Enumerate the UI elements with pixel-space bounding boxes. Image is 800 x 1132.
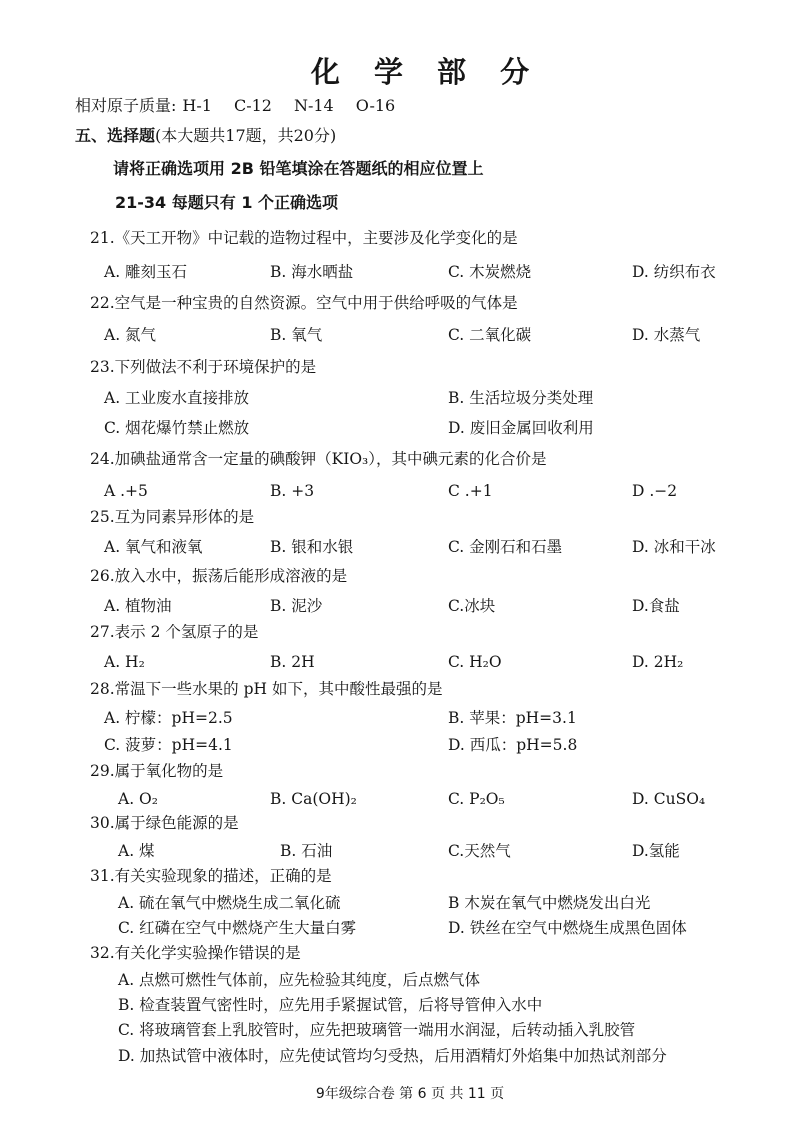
question-27-option-c: C. H₂O <box>448 653 502 671</box>
question-25-option-d: D. 冰和干冰 <box>632 538 716 556</box>
question-29-option-b: B. Ca(OH)₂ <box>270 790 357 808</box>
section-heading-line <box>75 126 336 146</box>
atomic-mass-line <box>75 96 417 116</box>
question-30-option-b: B. 石油 <box>280 842 333 860</box>
question-21-stem: 21.《天工开物》中记载的造物过程中，主要涉及化学变化的是 <box>90 229 518 247</box>
question-21-option-d: D. 纺织布衣 <box>632 263 716 281</box>
question-32-option-b: B. 检查装置气密性时，应先用手紧握试管，后将导管伸入水中 <box>118 996 543 1014</box>
question-22-option-c: C. 二氧化碳 <box>448 326 532 344</box>
question-24-option-d: D .−2 <box>632 482 678 500</box>
question-23-option-d: D. 废旧金属回收利用 <box>448 419 594 437</box>
section-heading: 五、选择题 <box>75 126 156 145</box>
question-27-option-b: B. 2H <box>270 653 315 671</box>
question-30-option-c: C.天然气 <box>448 842 511 860</box>
question-31-option-c: C. 红磷在空气中燃烧产生大量白雾 <box>118 919 357 937</box>
atomic-mass-n: N-14 <box>293 96 334 115</box>
atomic-mass-c: C-12 <box>233 96 272 115</box>
question-30-stem: 30.属于绿色能源的是 <box>90 814 239 832</box>
page-footer: 9年级综合卷 第 6 页 共 11 页 <box>315 1086 505 1102</box>
question-21-option-b: B. 海水晒盐 <box>270 263 354 281</box>
page-title: 化 学 部 分 <box>310 55 542 89</box>
question-25-stem: 25.互为同素异形体的是 <box>90 508 255 526</box>
question-24-option-a: A .+5 <box>104 482 148 500</box>
question-23-stem: 23.下列做法不利于环境保护的是 <box>90 358 317 376</box>
question-23-option-c: C. 烟花爆竹禁止燃放 <box>104 419 250 437</box>
question-28-option-d: D. 西瓜：pH=5.8 <box>448 736 578 754</box>
question-28-option-b: B. 苹果：pH=3.1 <box>448 709 577 727</box>
question-28-stem: 28.常温下一些水果的 pH 如下，其中酸性最强的是 <box>90 680 443 698</box>
question-23-option-a: A. 工业废水直接排放 <box>104 389 250 407</box>
question-28-option-a: A. 柠檬：pH=2.5 <box>104 709 233 727</box>
atomic-mass-o: O-16 <box>355 96 396 115</box>
question-30-option-d: D.氢能 <box>632 842 680 860</box>
question-25-option-c: C. 金刚石和石墨 <box>448 538 563 556</box>
question-27-option-a: A. H₂ <box>104 653 145 671</box>
section-note: (本大题共17题，共20分) <box>155 126 337 145</box>
question-31-stem: 31.有关实验现象的描述，正确的是 <box>90 867 332 885</box>
question-26-option-d: D.食盐 <box>632 597 680 615</box>
question-25-option-a: A. 氧气和液氧 <box>104 538 203 556</box>
question-29-option-c: C. P₂O₅ <box>448 790 505 808</box>
question-26-option-a: A. 植物油 <box>104 597 172 615</box>
atomic-mass-h: H-1 <box>182 96 212 115</box>
question-29-option-d: D. CuSO₄ <box>632 790 706 808</box>
question-31-option-a: A. 硫在氧气中燃烧生成二氧化硫 <box>118 894 341 912</box>
question-23-option-b: B. 生活垃圾分类处理 <box>448 389 594 407</box>
question-26-option-b: B. 泥沙 <box>270 597 323 615</box>
question-32-option-d: D. 加热试管中液体时，应先使试管均匀受热，后用酒精灯外焰集中加热试剂部分 <box>118 1047 667 1065</box>
question-29-option-a: A. O₂ <box>118 790 158 808</box>
question-26-option-c: C.冰块 <box>448 597 496 615</box>
question-32-option-c: C. 将玻璃管套上乳胶管时，应先把玻璃管一端用水润湿，后转动插入乳胶管 <box>118 1021 636 1039</box>
question-22-option-a: A. 氮气 <box>104 326 157 344</box>
question-28-option-c: C. 菠萝：pH=4.1 <box>104 736 233 754</box>
instruction-2: 21-34 每题只有 1 个正确选项 <box>115 193 339 212</box>
atomic-mass-label: 相对原子质量: <box>75 96 177 115</box>
question-25-option-b: B. 银和水银 <box>270 538 354 556</box>
question-30-option-a: A. 煤 <box>118 842 155 860</box>
question-24-stem: 24.加碘盐通常含一定量的碘酸钾（KIO₃），其中碘元素的化合价是 <box>90 450 547 468</box>
question-21-option-c: C. 木炭燃烧 <box>448 263 532 281</box>
question-29-stem: 29.属于氧化物的是 <box>90 762 224 780</box>
question-26-stem: 26.放入水中，振荡后能形成溶液的是 <box>90 567 348 585</box>
instruction-1: 请将正确选项用 2B 铅笔填涂在答题纸的相应位置上 <box>113 159 484 178</box>
question-31-option-b: B 木炭在氧气中燃烧发出白光 <box>448 894 651 912</box>
question-21-option-a: A. 雕刻玉石 <box>104 263 188 281</box>
question-24-option-b: B. +3 <box>270 482 315 500</box>
question-22-stem: 22.空气是一种宝贵的自然资源。空气中用于供给呼吸的气体是 <box>90 294 518 312</box>
question-32-option-a: A. 点燃可燃性气体前，应先检验其纯度，后点燃气体 <box>118 971 481 989</box>
question-27-stem: 27.表示 2 个氢原子的是 <box>90 623 259 641</box>
question-22-option-b: B. 氧气 <box>270 326 323 344</box>
question-31-option-d: D. 铁丝在空气中燃烧生成黑色固体 <box>448 919 687 937</box>
question-24-option-c: C .+1 <box>448 482 493 500</box>
question-32-stem: 32.有关化学实验操作错误的是 <box>90 944 301 962</box>
question-27-option-d: D. 2H₂ <box>632 653 684 671</box>
question-22-option-d: D. 水蒸气 <box>632 326 701 344</box>
